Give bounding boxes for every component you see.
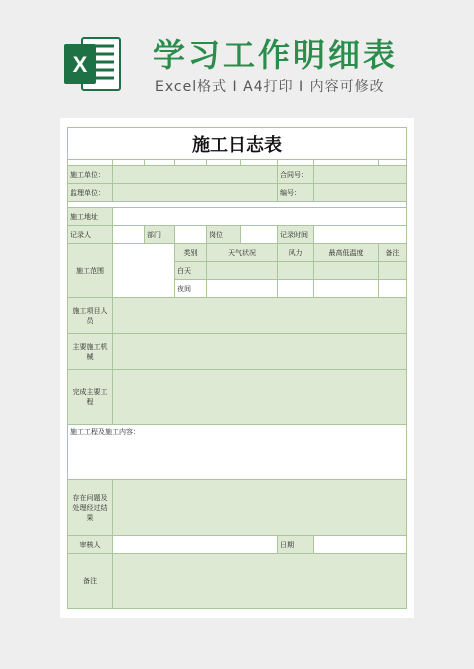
category-header: 类别 xyxy=(175,244,207,262)
contract-number-label: 合同号： xyxy=(278,166,314,184)
site-address-field[interactable] xyxy=(113,208,407,226)
template-header xyxy=(0,0,474,118)
construction-scope-field[interactable] xyxy=(113,244,175,298)
reviewer-label: 审核人 xyxy=(68,536,113,554)
site-address-label: 施工地址 xyxy=(68,208,113,226)
night-wind-field[interactable] xyxy=(278,280,314,298)
recorder-field[interactable] xyxy=(113,226,145,244)
construction-scope-label: 施工范围 xyxy=(68,244,113,298)
issues-field[interactable] xyxy=(113,480,407,536)
remarks-label: 备注 xyxy=(68,554,113,609)
construction-unit-label: 施工单位： xyxy=(68,166,113,184)
daytime-label: 白天 xyxy=(175,262,207,280)
construction-log-table xyxy=(67,127,407,609)
project-personnel-field[interactable] xyxy=(113,298,407,334)
page-title: 学习工作明细表 xyxy=(153,36,399,74)
reviewer-field[interactable] xyxy=(113,536,278,554)
department-label: 部门 xyxy=(145,226,175,244)
construction-content-field[interactable]: 施工工程及施工内容： xyxy=(68,425,407,480)
supervision-unit-label: 监理单位： xyxy=(68,184,113,202)
temperature-header: 最高低温度 xyxy=(314,244,379,262)
date-field[interactable] xyxy=(314,536,407,554)
record-time-field[interactable] xyxy=(314,226,407,244)
daytime-wind-field[interactable] xyxy=(278,262,314,280)
project-personnel-label: 施工项目人员 xyxy=(68,298,113,334)
page-subtitle: Excel格式 I A4打印 I 内容可修改 xyxy=(155,79,385,95)
excel-icon xyxy=(60,32,124,96)
form-title: 施工日志表 xyxy=(68,128,407,160)
daytime-temperature-field[interactable] xyxy=(314,262,379,280)
supervision-unit-field[interactable] xyxy=(113,184,278,202)
completed-works-field[interactable] xyxy=(113,370,407,425)
recorder-label: 记录人 xyxy=(68,226,113,244)
completed-works-label: 完成主要工程 xyxy=(68,370,113,425)
machinery-field[interactable] xyxy=(113,334,407,370)
serial-number-field[interactable] xyxy=(314,184,407,202)
night-temperature-field[interactable] xyxy=(314,280,379,298)
issues-label: 存在问题及处理经过结果 xyxy=(68,480,113,536)
daytime-weather-field[interactable] xyxy=(207,262,278,280)
daytime-remark-field[interactable] xyxy=(379,262,407,280)
machinery-label: 主要施工机械 xyxy=(68,334,113,370)
contract-number-field[interactable] xyxy=(314,166,407,184)
position-label: 岗位 xyxy=(207,226,241,244)
position-field[interactable] xyxy=(241,226,278,244)
night-remark-field[interactable] xyxy=(379,280,407,298)
form-sheet xyxy=(60,118,414,618)
record-time-label: 记录时间 xyxy=(278,226,314,244)
serial-number-label: 编号： xyxy=(278,184,314,202)
department-field[interactable] xyxy=(175,226,207,244)
remarks-field[interactable] xyxy=(113,554,407,609)
night-label: 夜间 xyxy=(175,280,207,298)
night-weather-field[interactable] xyxy=(207,280,278,298)
wind-header: 风力 xyxy=(278,244,314,262)
date-label: 日期 xyxy=(278,536,314,554)
remark-column-header: 备注 xyxy=(379,244,407,262)
weather-header: 天气状况 xyxy=(207,244,278,262)
svg-text:X: X xyxy=(72,52,88,77)
construction-unit-field[interactable] xyxy=(113,166,278,184)
